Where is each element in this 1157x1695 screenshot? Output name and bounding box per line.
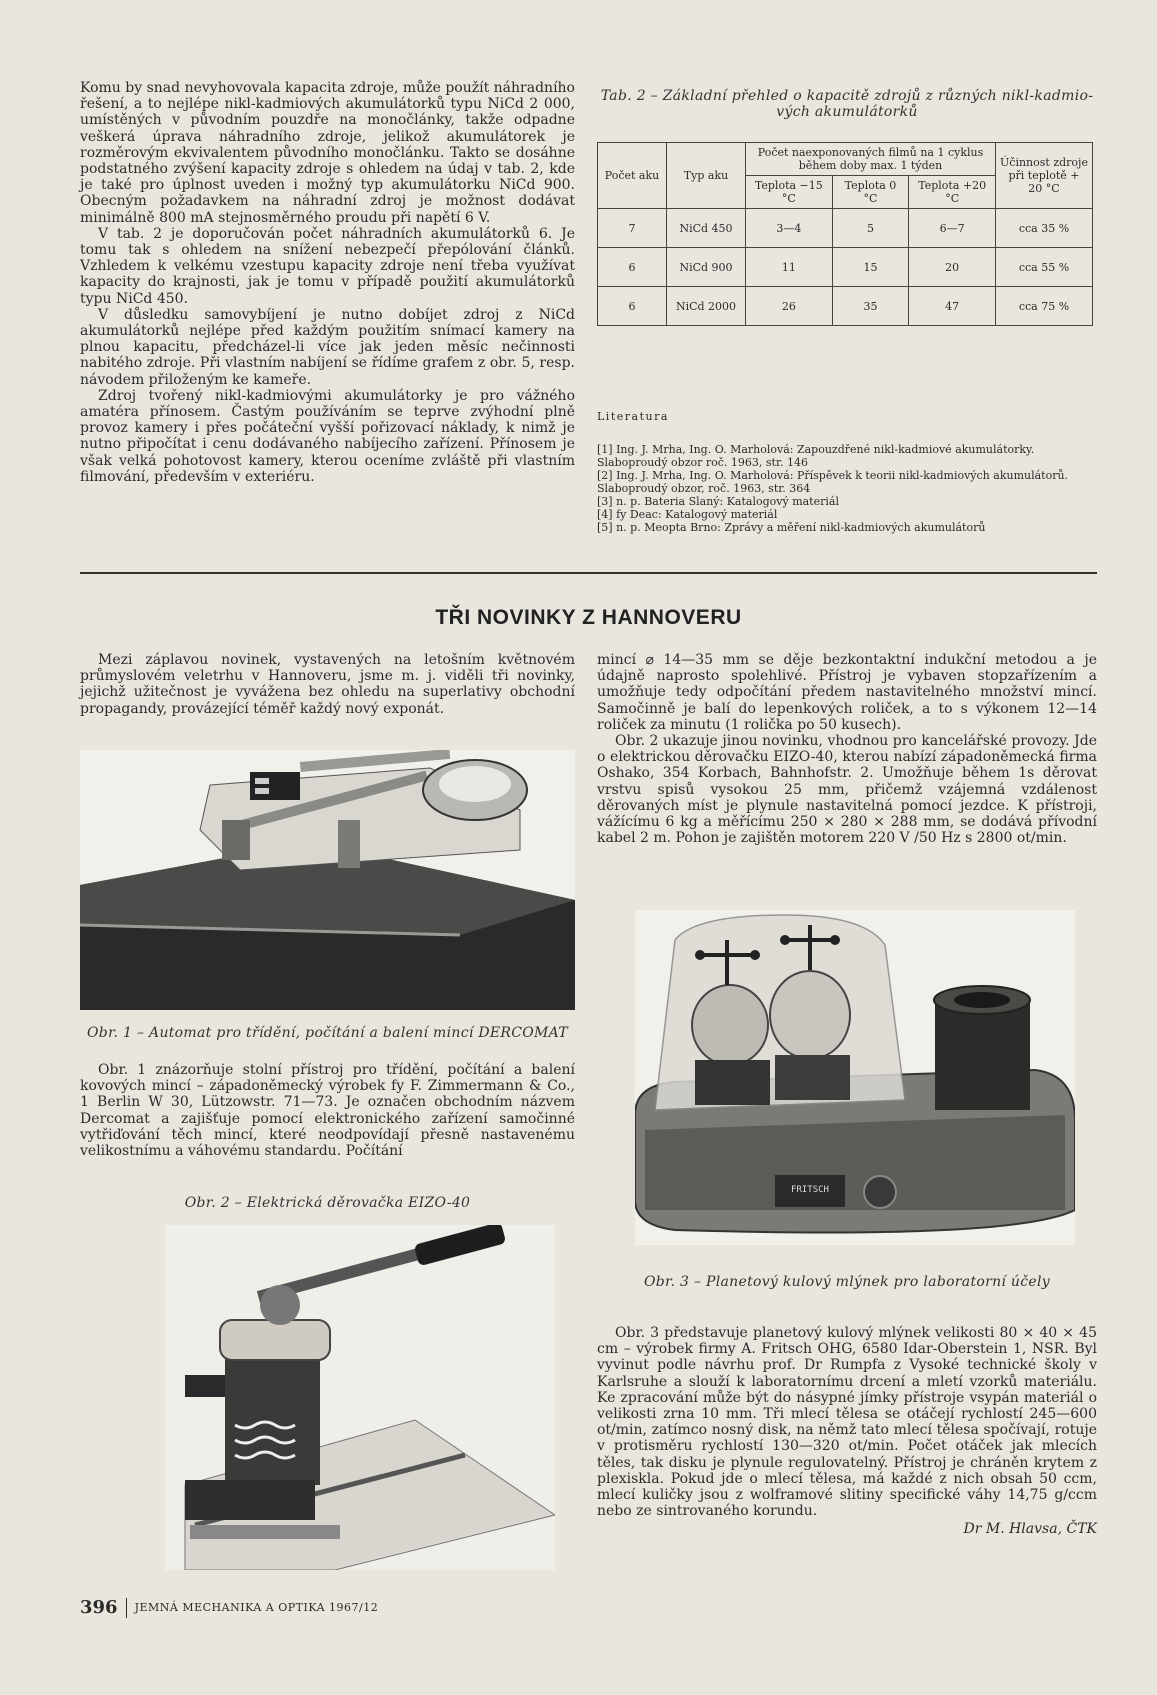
figure-1-caption: Obr. 1 – Automat pro třídění, počítání a balení mincí DERCOMAT	[87, 1025, 568, 1041]
page-number: 396	[80, 1597, 118, 1618]
cell-type: NiCd 450	[667, 209, 746, 248]
figure-2-photo	[165, 1225, 555, 1570]
header-temp-0: Teplota 0 °C	[832, 176, 909, 209]
cell-t2: 5	[832, 209, 909, 248]
left-intro-column	[80, 80, 575, 485]
header-count: Počet aku	[598, 143, 667, 209]
figure-1-photo	[80, 750, 575, 1010]
paragraph: Mezi záplavou novinek, vystavených na letošním květnovém průmyslovém veletrhu v Hannoveru, jsme m. j. viděli tři novinky, jejichž užitečnost je vyvážena bez ohledu na superlativy obchodní propagandy, provázející téměř každý nový exponát.	[80, 652, 575, 717]
paragraph: Obr. 3 představuje planetový kulový mlýnek velikosti 80 × 40 × 45 cm – výrobek firmy A. Fritsch OHG, 6580 Idar-Oberstein 1, NSR. Byl vyvinut podle návrhu prof. Dr Rumpfa z Vysoké technické školy v Karlsruhe a slouží k laboratornímu drcení a mletí vzorků materiálu. Ke zpracování může být do násypné jímky přístroje vsypán materiál o velikosti zrna 10 mm. Tři mlecí tělesa se otáčejí rychlostí 245—600 ot/min, zatímco nosný disk, na němž tato mlecí tělesa spočívají, rotuje v protisměru rychlostí 130—320 ot/min. Počet otáček jak mlecích těles, tak disku je plynule regulovatelný. Přístroj je chráněn krytem z plexiskla. Pokud jde o mlecí tělesa, má každé z nich obsah 50 ccm, mlecí kuličky jsou z wolframové slitiny specifické váhy 14,75 g/ccm nebo ze sintrovaného korundu.	[597, 1325, 1097, 1520]
paragraph: mincí ⌀ 14—35 mm se děje bezkontaktní indukční metodou a je údajně naprosto spolehlivé. Přístroj je vybaven stopzařízením a umožňuje tedy odpočítání předem nastavitelného množství mincí. Samočinně je balí do lepenkových roliček, a to s výkonem 12—14 roliček za minutu (1 rolička po 50 kusech).	[597, 652, 1097, 733]
speed-knob-icon	[864, 1176, 896, 1208]
cell-efficiency: cca 35 %	[996, 209, 1093, 248]
cell-efficiency: cca 75 %	[996, 287, 1093, 326]
header-efficiency: Účinnost zdroje při teplotě + 20 °C	[996, 143, 1093, 209]
cell-t1: 26	[746, 287, 833, 326]
figure-2-caption: Obr. 2 – Elektrická děrovačka EIZO-40	[184, 1195, 471, 1211]
figure-3-description	[597, 1325, 1097, 1537]
cell-count: 6	[598, 287, 667, 326]
cell-t3: 20	[909, 248, 996, 287]
cell-t1: 11	[746, 248, 833, 287]
table-row	[598, 209, 1093, 248]
section-divider	[80, 572, 1097, 574]
paragraph: Obr. 1 znázorňuje stolní přístroj pro třídění, počítání a balení kovových mincí – západoněmecký výrobek fy F. Zimmermann & Co., 1 Berlin W 30, Lützowstr. 71—73. Je označen obchodním názvem Dercomat a zajišťuje pomocí elektronického zařízení samočinné vytřiďování těch mincí, které neodpovídají přesně nastavenému velikostnímu a váhovému standardu. Počítání	[80, 1062, 575, 1160]
article-headline: TŘI NOVINKY Z HANNOVERU	[435, 606, 742, 629]
header-type: Typ aku	[667, 143, 746, 209]
journal-name: JEMNÁ MECHANIKA A OPTIKA 1967/12	[134, 1601, 379, 1614]
coin-sorting-machine-illustration	[80, 750, 575, 1010]
cell-count: 6	[598, 248, 667, 287]
figure-3-caption: Obr. 3 – Planetový kulový mlýnek pro laboratorní účely	[644, 1274, 1050, 1290]
paragraph: V tab. 2 je doporučován počet náhradních akumulátorků 6. Je tomu tak s ohledem na snížení nebezpečí přepólování článků. Vzhledem k velkému vzestupu kapacity zdroje není třeba využívat kapacity do krajnosti, jak je tomu v případě použití akumulátorků typu NiCd 450.	[80, 225, 575, 307]
planetary-ball-mill-illustration	[635, 910, 1075, 1245]
table-row	[598, 248, 1093, 287]
article-right-column	[597, 652, 1097, 846]
cell-t3: 47	[909, 287, 996, 326]
paragraph: V důsledku samovybíjení je nutno dobíjet zdroj z NiCd akumulátorků nejlépe před každým použitím snímací kamery na plnou kapacitu, předcházel-li více jak jeden měsíc nečinnosti nabitého zdroje. Při vlastním nabíjení se řídíme grafem z obr. 5, resp. návodem přiloženým ke kameře.	[80, 306, 575, 388]
reference-item: [1] Ing. J. Mrha, Ing. O. Marholová: Zapouzdřené nikl-kadmiové akumulátorky. Slaboproudý obzor roč. 1963, str. 146	[597, 443, 1035, 469]
article-intro	[80, 652, 575, 717]
cell-t3: 6—7	[909, 209, 996, 248]
header-temp-minus15: Teplota −15 °C	[746, 176, 833, 209]
page-footer	[80, 1597, 378, 1618]
reference-item: [2] Ing. J. Mrha, Ing. O. Marholová: Příspěvek k teorii nikl-kadmiových akumulátorů. Slaboproudý obzor, roč. 1963, str. 364	[597, 469, 1069, 495]
author-signature: Dr M. Hlavsa, ČTK	[963, 1521, 1097, 1538]
footer-separator	[126, 1598, 127, 1618]
cell-t1: 3—4	[746, 209, 833, 248]
reference-item: [5] n. p. Meopta Brno: Zprávy a měření nikl-kadmiových akumulátorů	[597, 521, 986, 534]
literature-section	[597, 410, 1097, 534]
capacity-table	[597, 142, 1093, 326]
paragraph: Zdroj tvořený nikl-kadmiovými akumulátorky je pro vážného amatéra přínosem. Častým používáním se teprve zvýhodní plně provoz kamery i přes počáteční vyšší pořizovací náklady, k nimž je nutno připočítat i cenu dodávaného nabíjecího zařízení. Přínosem je však velká pohotovost kamery, kterou oceníme zvláště při vlastním filmování, především v exteriéru.	[80, 387, 575, 485]
figure-3-photo	[635, 910, 1075, 1245]
cell-t2: 15	[832, 248, 909, 287]
cell-type: NiCd 2000	[667, 287, 746, 326]
table-row	[598, 287, 1093, 326]
cell-count: 7	[598, 209, 667, 248]
fritsch-label: FRITSCH	[791, 1185, 829, 1195]
cell-type: NiCd 900	[667, 248, 746, 287]
table-caption-line: Tab. 2 – Základní přehled o kapacitě zdrojů z různých nikl-kadmio-	[600, 88, 1094, 104]
table-caption-line: vých akumulátorků	[776, 104, 918, 120]
header-temp-plus20: Teplota +20 °C	[909, 176, 996, 209]
cell-efficiency: cca 55 %	[996, 248, 1093, 287]
cell-t2: 35	[832, 287, 909, 326]
literature-heading: Literatura	[597, 410, 669, 423]
paragraph: Obr. 2 ukazuje jinou novinku, vhodnou pro kancelářské provozy. Jde o elektrickou děrovačku EIZO-40, kterou nabízí západoněmecká firma Oshako, 354 Korbach, Bahnhofstr. 2. Umožňuje během 1s děrovat vrstvu spisů vysokou 25 mm, přičemž vzájemná vzdálenost děrovaných míst je plynule nastavitelná pomocí jezdce. K přístroji, vážícímu 6 kg a měřícímu 250 × 280 × 288 mm, se dodává přívodní kabel 2 m. Pohon je zajištěn motorem 220 V /50 Hz s 2800 ot/min.	[597, 733, 1097, 847]
electric-punch-illustration	[165, 1225, 555, 1570]
reference-item: [3] n. p. Bateria Slaný: Katalogový materiál	[597, 495, 839, 508]
figure-1-description	[80, 1062, 575, 1159]
reference-item: [4] fy Deac: Katalogový materiál	[597, 508, 778, 521]
table-caption	[597, 88, 1097, 120]
header-films-group: Počet naexponovaných filmů na 1 cyklus během doby max. 1 týden	[746, 143, 996, 176]
paragraph: Komu by snad nevyhovovala kapacita zdroje, může použít náhradního řešení, a to nejlépe nikl-kadmiových akumulátorků typu NiCd 2 000, umístěných v původním pouzdře na monočlánky, takže odpadne veškerá úprava náhradního zdroje, jelikož akumulátorek je rozměrovým ekvivalentem původního monočlánku. Takto se dosáhne podstatného zvýšení kapacity zdroje s ohledem na údaj v tab. 2, kde je také pro úplnost uveden i možný typ akumulátorku NiCd 900. Obecným požadavkem na náhradní zdroj je možnost dodávat minimálně 800 mA stejnosměrného proudu při napětí 6 V.	[80, 80, 575, 226]
